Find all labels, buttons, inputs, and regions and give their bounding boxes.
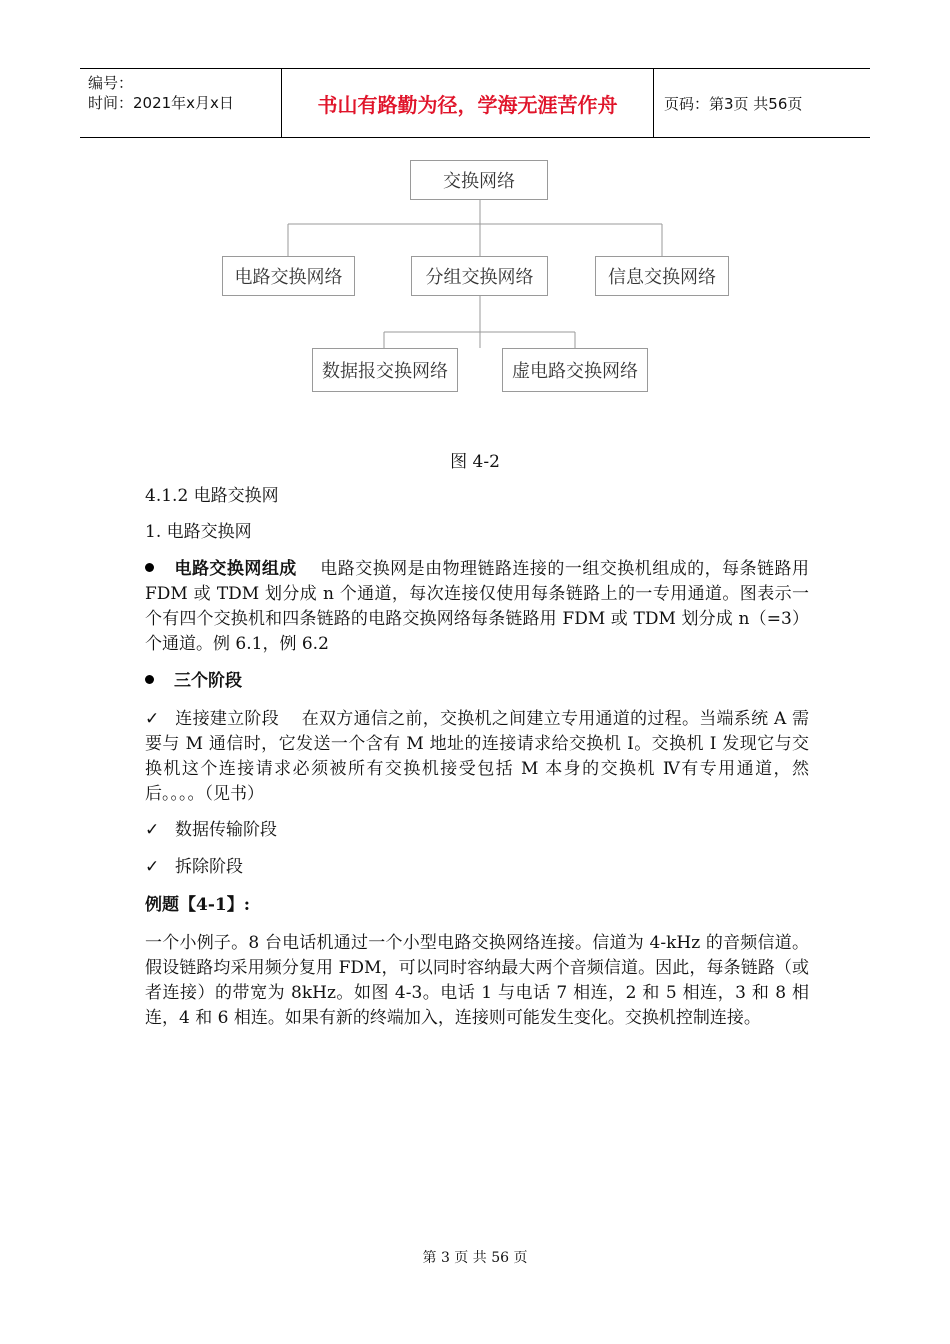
header-info-cell [80, 69, 282, 137]
phase-setup [145, 707, 809, 807]
check-mark-icon: ✓ [145, 820, 160, 840]
network-tree-connectors [0, 0, 950, 420]
node-switching-network: 交换网络 [410, 160, 548, 200]
example-text: 一个小例子。8 台电话机通过一个小型电路交换网络连接。信道为 4-kHz 的音频信道。假设链路均采用频分复用 FDM，可以同时容纳最大两个音频信道。因此，每条链路（或者连接）的带宽为 8kHz。如图 4-3。电话 1 与电话 7 相连，2 和 5 相连，3 和 8 相连，4 和 6 相连。如果有新的终端加入，连接则可能发生变化。交换机控制连接。 [145, 933, 809, 1028]
date-label: 时间：2021年x月x日 [88, 94, 234, 112]
phase-teardown-title: 拆除阶段 [175, 857, 243, 877]
bullet-composition [145, 557, 809, 657]
section-heading: 4.1.2 电路交换网 [145, 486, 279, 506]
check-mark-icon: ✓ [145, 857, 160, 877]
check-mark-icon: ✓ [145, 709, 160, 729]
serial-label: 编号： [88, 74, 134, 92]
figure-caption: 图 4-2 [450, 452, 500, 472]
page-footer: 第 3 页 共 56 页 [422, 1250, 528, 1266]
phase-setup-title: 连接建立阶段 [175, 709, 279, 729]
phase-transfer [145, 818, 277, 843]
phase-teardown [145, 855, 243, 880]
node-packet-switching: 分组交换网络 [411, 256, 548, 296]
bullet-dot-icon [145, 675, 154, 684]
bullet-composition-title: 电路交换网组成 [174, 559, 297, 579]
bullet-composition-text: 电路交换网是由物理链路连接的一组交换机组成的，每条链路用 FDM 或 TDM 划分成 n 个通道，每次连接仅使用每条链路上的一专用通道。图表示一个有四个交换机和四条链路的电路交换网络每条链路用 FDM 或 TDM 划分成 n（=3）个通道。例 6.1，例 6.2 [145, 559, 810, 654]
bullet-phases-title: 三个阶段 [174, 671, 242, 691]
node-datagram-switching: 数据报交换网络 [312, 348, 458, 392]
bullet-phases [145, 669, 242, 694]
sub-heading: 1. 电路交换网 [145, 522, 252, 542]
example-title: 例题【4-1】: [145, 895, 250, 915]
header-motto: 书山有路勤为径，学海无涯苦作舟 [282, 69, 654, 137]
bullet-dot-icon [145, 563, 154, 572]
node-message-switching: 信息交换网络 [595, 256, 729, 296]
page-header [80, 68, 870, 138]
header-page-label: 页码：第3页 共56页 [664, 94, 803, 113]
node-circuit-switching: 电路交换网络 [222, 256, 355, 296]
phase-setup-text: 在双方通信之前，交换机之间建立专用通道的过程。当端系统 A 需要与 M 通信时，它发送一个含有 M 地址的连接请求给交换机 I。交换机 I 发现它与交换机这个连接请求必须被所有交换机接受包括 M 本身的交换机 Ⅳ有专用通道，然后。。。。（见书） [145, 709, 809, 804]
node-virtual-circuit-switching: 虚电路交换网络 [502, 348, 648, 392]
phase-transfer-title: 数据传输阶段 [175, 820, 277, 840]
